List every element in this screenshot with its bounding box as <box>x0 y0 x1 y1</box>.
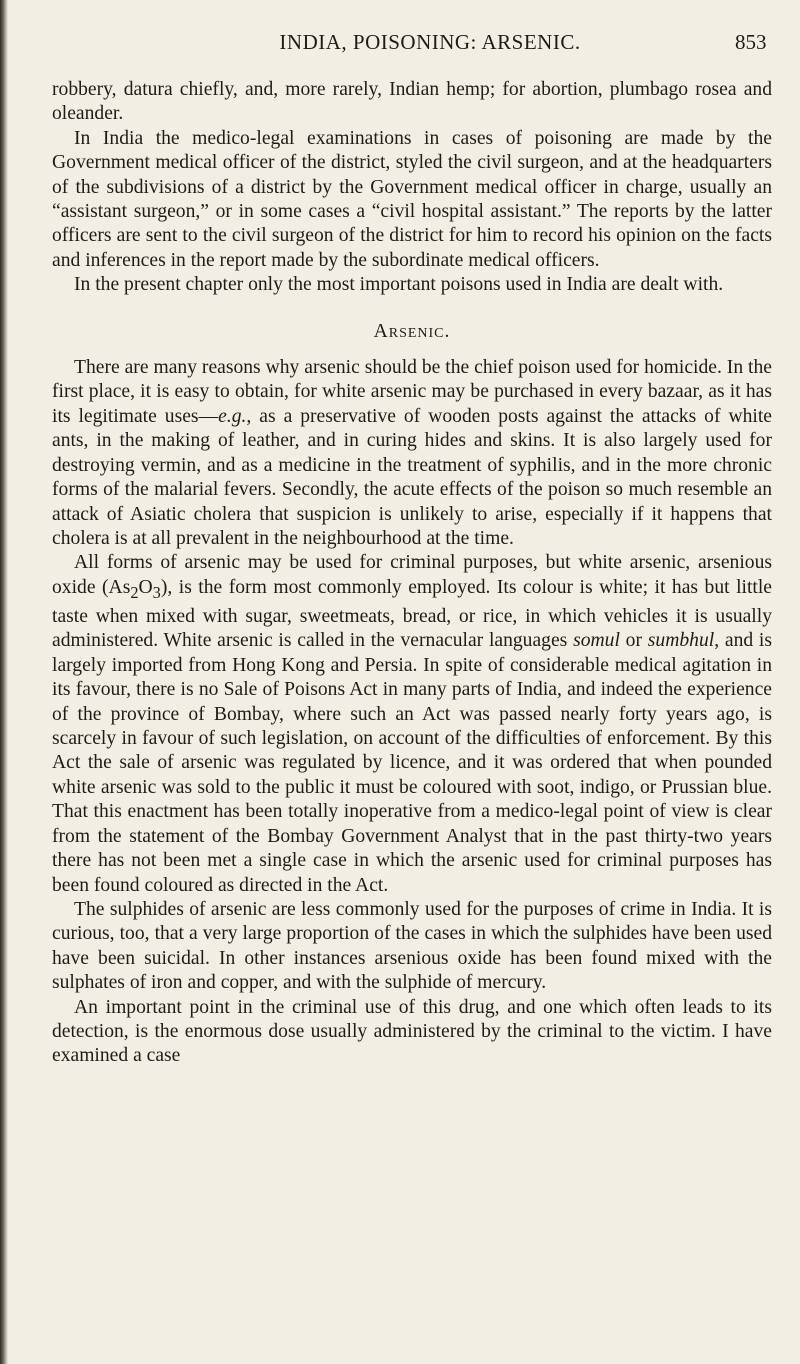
paragraph-3: In the present chapter only the most important poisons used in India are dealt with. <box>74 274 724 296</box>
vernacular-term-somul: somul <box>573 630 620 652</box>
paragraph-5-part-b: ), is the form most commonly employed. Its colour is white; it has but little taste when mixed with sugar, sweetmeats, bread, or rice, in which vehicles it is usually administered. White arsenic is called in the vernacular languages <box>52 576 772 652</box>
formula-subscript-1: 2 <box>130 582 139 602</box>
body-text <box>52 78 772 1069</box>
paragraph-1: robbery, datura chiefly, and, more rarely, Indian hemp; for abortion, plumbago rosea and oleander. <box>52 79 772 125</box>
paragraph-4-eg: e.g. <box>218 405 247 427</box>
page-binding-edge <box>0 0 8 1364</box>
paragraph-5-part-a: All forms of arsenic may be used for criminal purposes, but white arsenic, arsenious oxide (As <box>52 552 772 598</box>
paragraph-4 <box>52 356 772 551</box>
paragraph-6: The sulphides of arsenic are less commonly used for the purposes of crime in India. It is curious, too, that a very large proportion of the cases in which the sulphides have been used have been suicidal. In other instances arsenious oxide has been found mixed with the sulphates of iron and copper, and with the sulphide of mercury. <box>52 898 772 994</box>
paragraph-4-part-a: There are many reasons why arsenic should be the chief poison used for homicide. In the first place, it is easy to obtain, for white arsenic may be purchased in every bazaar, as it has its legitimate uses— <box>52 357 772 427</box>
page-number: 853 <box>735 30 767 54</box>
vernacular-term-sumbhul: sumbhul <box>647 630 715 652</box>
paragraph-5-or: or <box>619 630 648 652</box>
running-head: INDIA, POISONING: ARSENIC. <box>279 30 581 54</box>
paragraph-5-part-c: , and is largely imported from Hong Kong and Persia. In spite of considerable medical agitation in its favour, there is no Sale of Poisons Act in many parts of India, and indeed the experience of the province of Bombay, where such an Act was passed nearly forty years ago, is scarcely in favour of such legislation, on account of the difficulties of enforcement. By this Act the sale of arsenic was regulated by licence, and it was ordered that when pounded white arsenic was sold to the public it must be coloured with soot, indigo, or Prussian blue. That this enactment has been totally inoperative from a medico-legal point of view is clear from the statement of the Bombay Government Analyst that in the past thirty-two years there has not been met a single case in which the arsenic used for criminal purposes has been found coloured as directed in the Act. <box>52 630 773 896</box>
section-heading-arsenic: Arsenic. <box>373 320 451 342</box>
formula-oxygen: O <box>138 576 153 598</box>
paragraph-2: In India the medico-legal examinations in cases of poisoning are made by the Government medical officer of the district, styled the civil surgeon, and at the headquarters of the subdivisions of a district by the Government medical officer in charge, usually an “assistant surgeon,” or in some cases a “civil hospital assistant.” The reports by the latter officers are sent to the civil surgeon of the district for him to record his opinion on the facts and inferences in the report made by the subordinate medical officers. <box>52 127 772 271</box>
formula-subscript-2: 3 <box>152 582 161 602</box>
paragraph-5 <box>52 551 772 898</box>
paragraph-7: An important point in the criminal use of this drug, and one which often leads to its detection, is the enormous dose usually administered by the criminal to the victim. I have examined a case <box>52 996 772 1067</box>
paragraph-4-part-b: , as a preservative of wooden posts against the attacks of white ants, in the making of leather, and in curing hides and skins. It is also largely used for destroying vermin, and as a medicine in the treatment of syphilis, and in the more chronic forms of the malarial fevers. Secondly, the acute effects of the poison so much resemble an attack of Asiatic cholera that suspicion is unlikely to arise, especially if it happens that cholera is at all prevalent in the neighbourhood at the time. <box>52 405 772 549</box>
